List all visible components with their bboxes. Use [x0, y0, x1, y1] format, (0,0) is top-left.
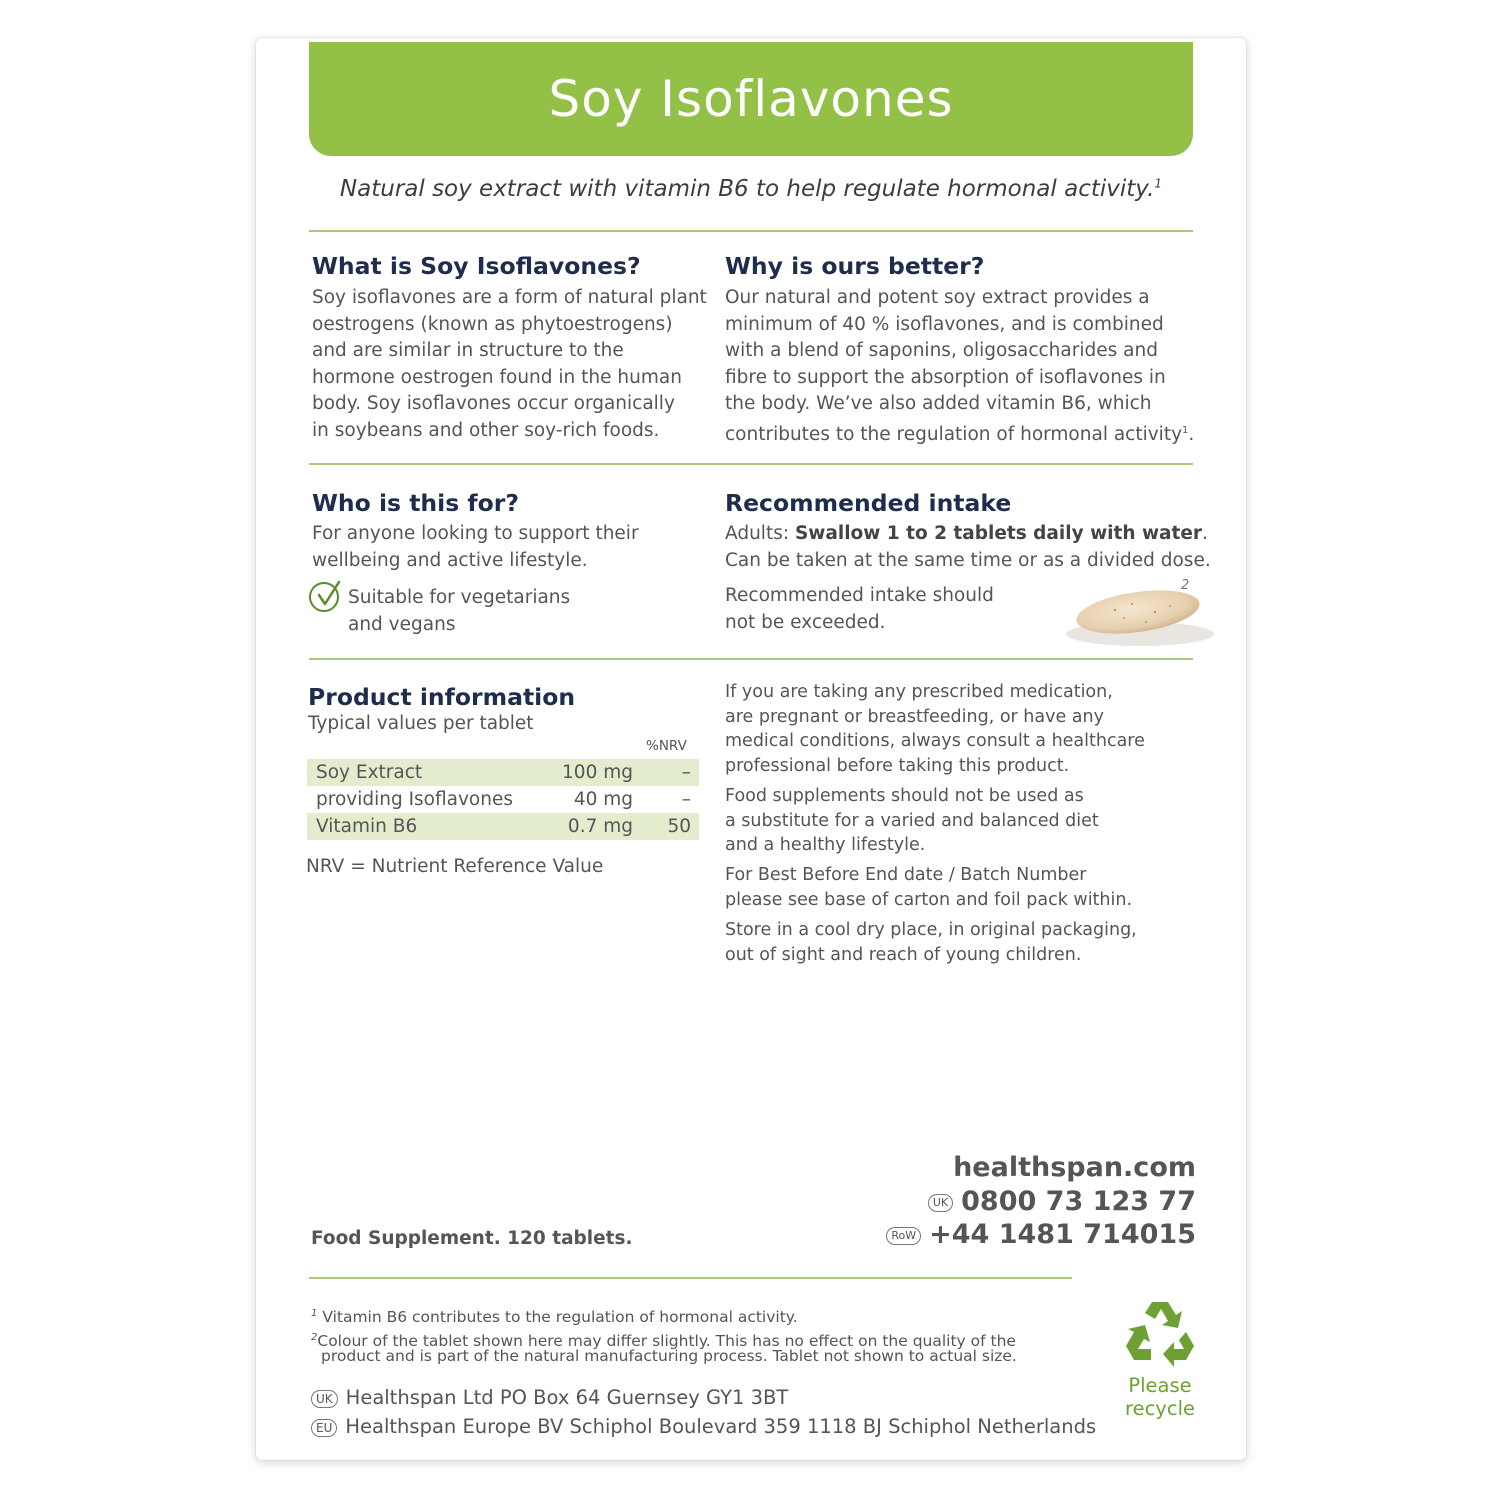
advice-medical: If you are taking any prescribed medication, are pregnant or breastfeeding, or have any medical conditions, always consult a healthcare professional before taking this product.: [725, 682, 1145, 776]
table-row: Soy Extract 100 mg –: [307, 759, 699, 786]
product-title: Soy Isoflavones: [548, 70, 954, 128]
product-info-subheading: Typical values per tablet: [308, 713, 534, 734]
footnote-2-cont: product and is part of the natural manufacturing process. Tablet not shown to actual size.: [321, 1347, 1017, 1365]
eu-badge: EU: [311, 1419, 337, 1437]
uk-badge: UK: [311, 1390, 338, 1408]
row-badge: RoW: [886, 1227, 921, 1245]
nrv-footnote: NRV = Nutrient Reference Value: [306, 856, 604, 877]
website: healthspan.com: [953, 1152, 1196, 1183]
advice-diet: Food supplements should not be used as a substitute for a varied and balanced diet and a healthy lifestyle.: [725, 786, 1099, 856]
intake-body: Adults: Swallow 1 to 2 tablets daily with water. Can be taken at the same time or as a divided dose.: [725, 523, 1211, 571]
what-body: Soy isoflavones are a form of natural plant oestrogens (known as phytoestrogens) and are similar in structure to the hormone oestrogen found in the human body. Soy isoflavones occur organically in soybeans and other soy-rich foods.: [312, 287, 707, 441]
nrv-column-header: %NRV: [646, 738, 687, 754]
footnote-1: $^1$ Vitamin B6 contributes to the regulation of hormonal activity.: [311, 1308, 798, 1327]
what-heading: What is Soy Isoflavones?: [312, 252, 641, 280]
product-info-table: [307, 759, 699, 840]
tagline: Natural soy extract with vitamin B6 to help regulate hormonal activity.$^1$: [339, 176, 1163, 202]
tablet-image: [1060, 582, 1220, 652]
title-banner: [309, 42, 1193, 156]
check-icon: [309, 582, 339, 612]
footnote-2: $^2$Colour of the tablet shown here may differ slightly. This has no effect on the quality of the: [311, 1332, 1016, 1351]
why-heading: Why is ours better?: [725, 252, 985, 280]
tablet-footnote-mark: 2: [1181, 578, 1190, 593]
table-row: providing Isoflavones 40 mg –: [316, 789, 691, 810]
intake-heading: Recommended intake: [725, 489, 1012, 517]
divider: [309, 658, 1193, 660]
divider: [309, 1277, 1072, 1279]
table-row: Vitamin B6 0.7 mg 50: [307, 813, 699, 840]
row-phone-line: RoW +44 1481 714015: [886, 1219, 1196, 1250]
intake-warning: Recommended intake should not be exceeded.: [725, 585, 994, 633]
uk-badge: UK: [928, 1194, 953, 1212]
uk-address: UK Healthspan Ltd PO Box 64 Guernsey GY1 3BT: [311, 1386, 788, 1409]
why-body: Our natural and potent soy extract provides a minimum of 40 % isoflavones, and is combined with a blend of saponins, oligosaccharides and fibre to support the absorption of isoflavones in the body. We’ve also added vitamin B6, which contributes to the regulation of hormonal activity$^1$.: [725, 287, 1195, 445]
vegetarian-note: Suitable for vegetarians and vegans: [348, 587, 571, 635]
recycle-text: Please recycle: [1125, 1374, 1195, 1420]
eu-address: EU Healthspan Europe BV Schiphol Boulevard 359 1118 BJ Schiphol Netherlands: [311, 1415, 1096, 1438]
divider: [309, 230, 1193, 232]
advice-best-before: For Best Before End date / Batch Number please see base of carton and foil pack within.: [725, 865, 1133, 910]
recycle-icon: [1124, 1298, 1196, 1370]
product-info-heading: Product information: [308, 683, 576, 711]
food-supplement-note: Food Supplement. 120 tablets.: [311, 1228, 633, 1249]
who-heading: Who is this for?: [312, 489, 519, 517]
divider: [309, 463, 1193, 465]
uk-phone-line: UK 0800 73 123 77: [928, 1186, 1196, 1217]
advice-storage: Store in a cool dry place, in original packaging, out of sight and reach of young children.: [725, 920, 1137, 965]
who-body: For anyone looking to support their wellbeing and active lifestyle.: [312, 523, 639, 571]
